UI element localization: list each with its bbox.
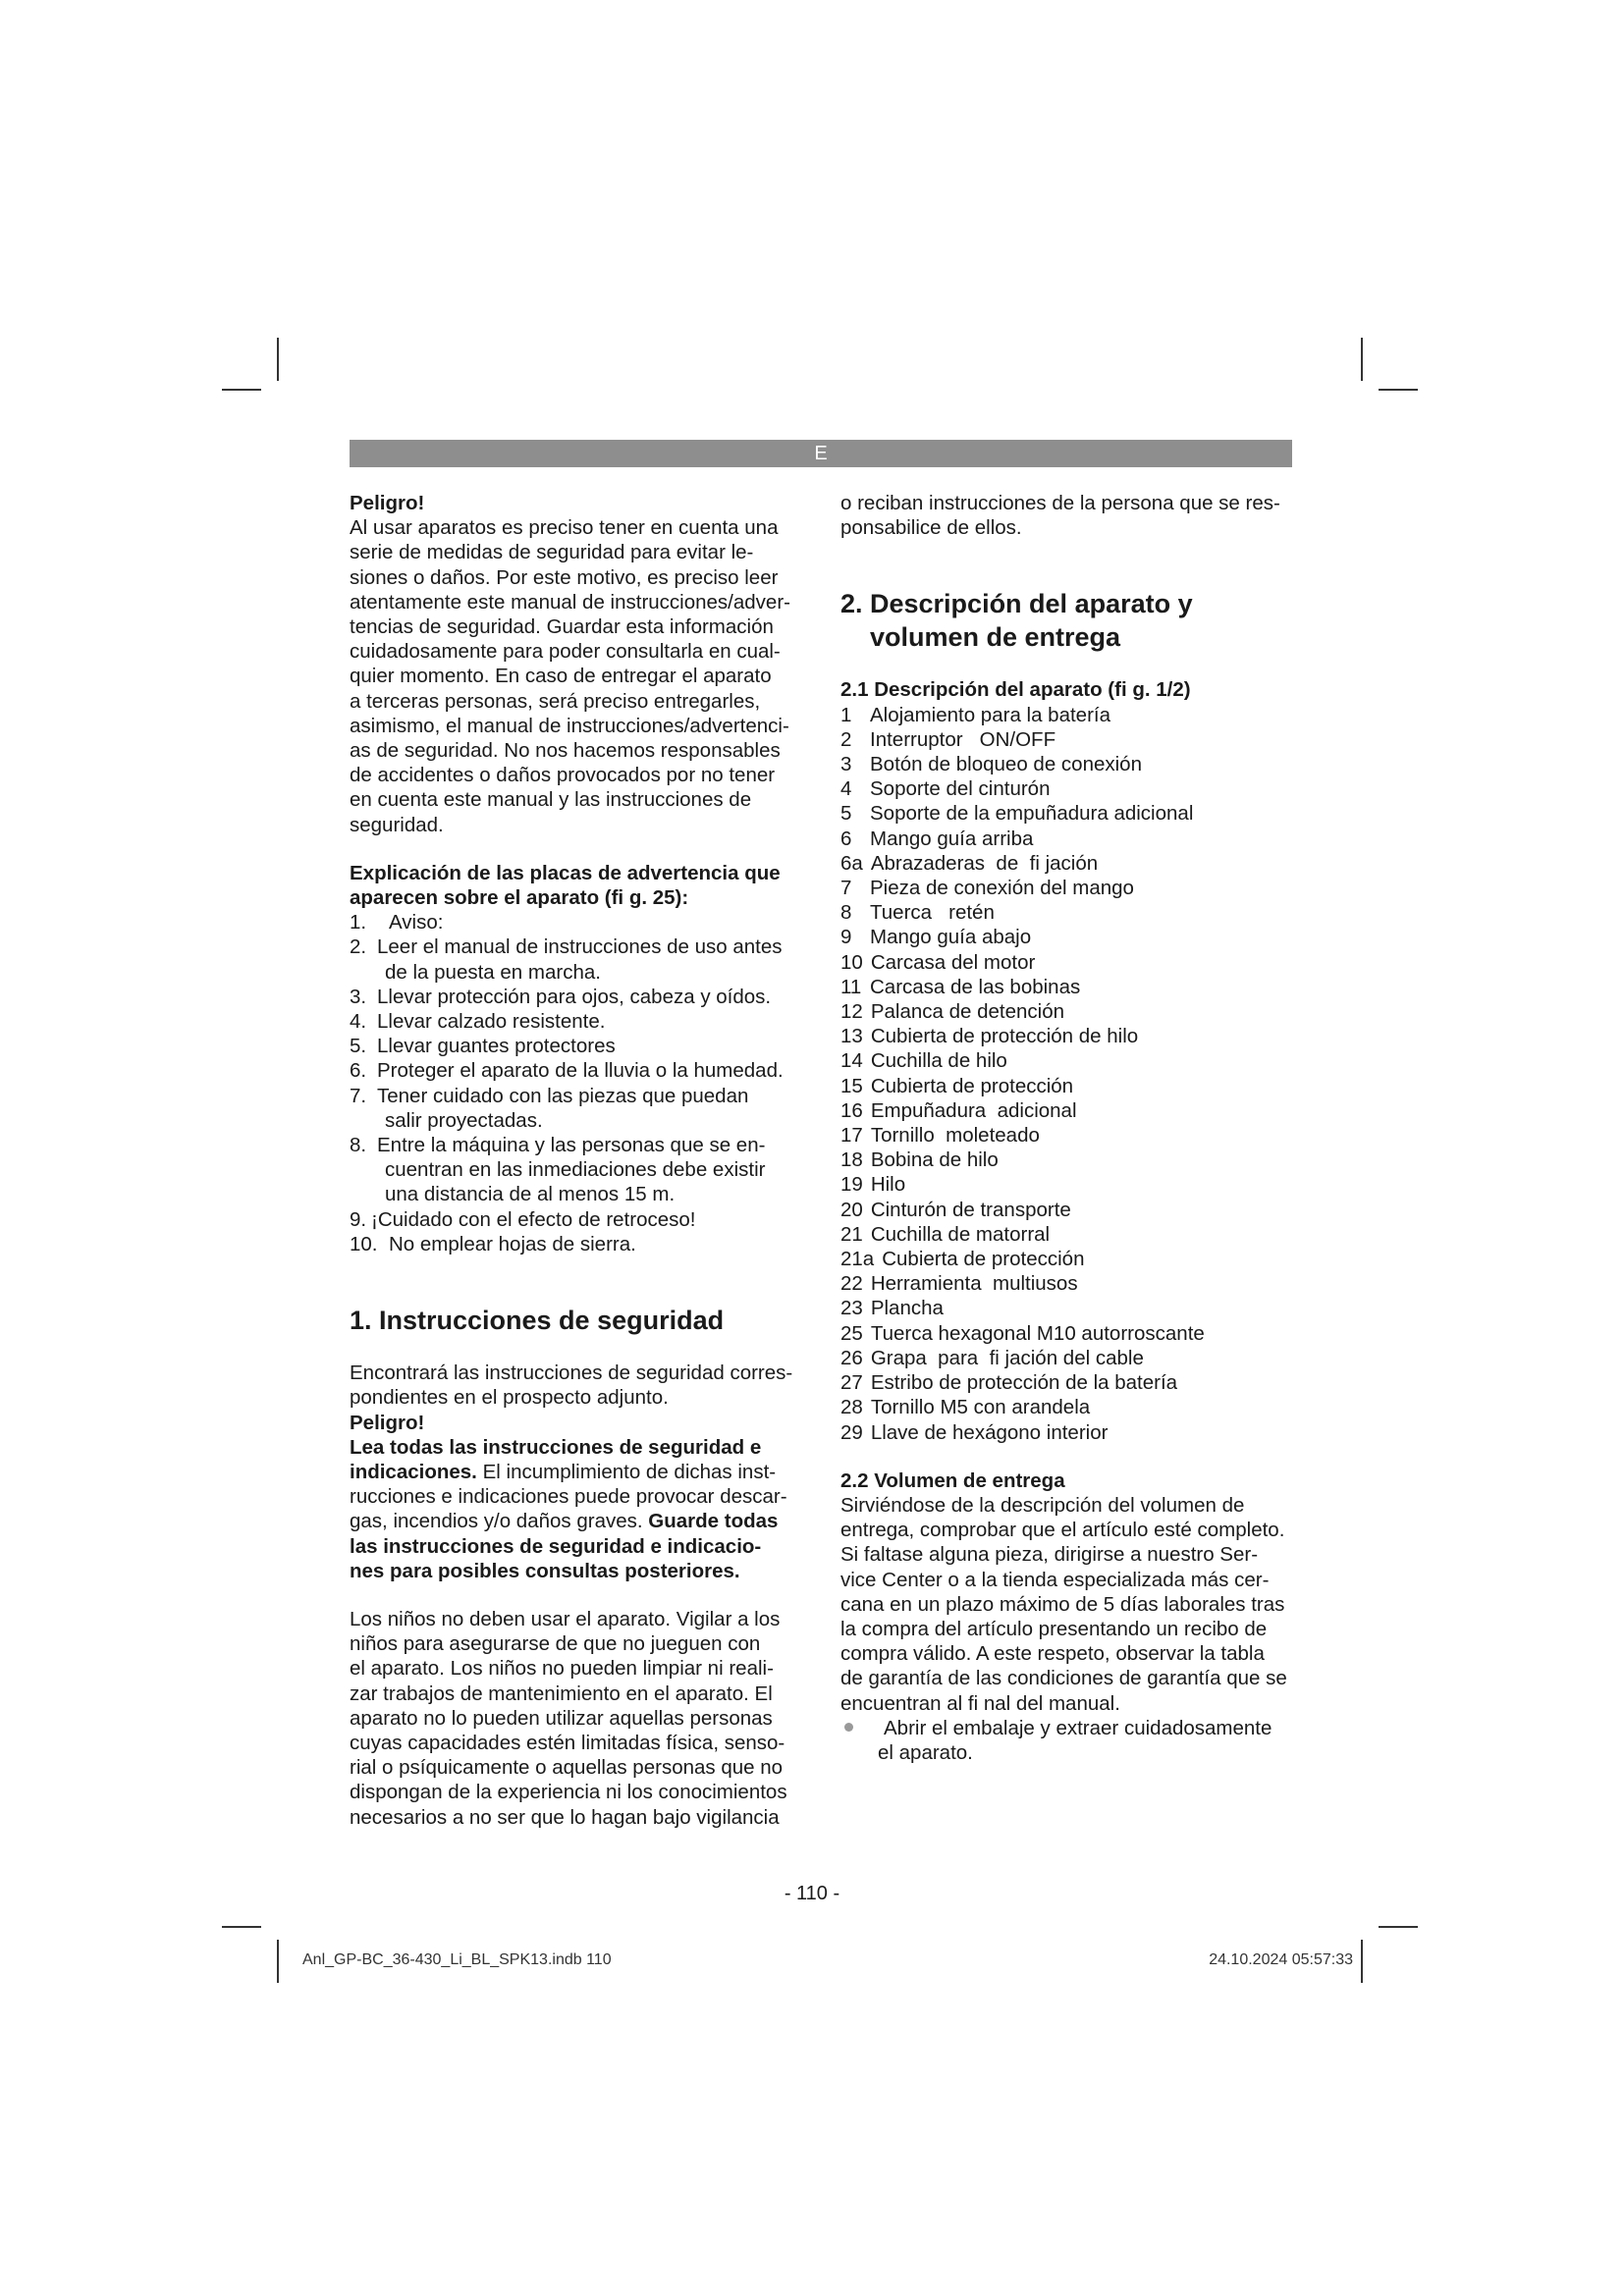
part-number: 27 (840, 1371, 863, 1395)
text-line: Encontrará las instrucciones de seguridad corres- (350, 1362, 793, 1385)
part-number: 23 (840, 1297, 863, 1320)
part-number: 21a (840, 1248, 875, 1271)
part-item (840, 752, 1302, 776)
list-item: 9. ¡Cuidado con el efecto de retroceso! (350, 1207, 696, 1231)
list-item: 5. Llevar guantes protectores (350, 1035, 616, 1058)
part-number: 28 (840, 1396, 863, 1419)
part-number: 6 (840, 827, 852, 850)
part-label: Tornillo moleteado (870, 1124, 1040, 1148)
text-line: quier momento. En caso de entregar el aparato (350, 665, 772, 688)
list-item: 7. Tener cuidado con las piezas que puedan salir proyectadas. (350, 1084, 749, 1132)
part-number: 15 (840, 1074, 863, 1097)
part-number: 6a (840, 851, 863, 875)
part-item (840, 776, 1302, 801)
part-label: Cubierta de protección (870, 1074, 1074, 1097)
crop-mark (1361, 338, 1363, 381)
part-label: Abrazaderas de fi jación (870, 851, 1099, 875)
part-label: Alojamiento para la batería (870, 703, 1111, 726)
part-item (840, 950, 1302, 975)
list-item: 3. Llevar protección para ojos, cabeza y oídos. (350, 985, 772, 1008)
part-item (840, 1074, 1302, 1098)
part-number: 20 (840, 1198, 863, 1221)
list-item: 8. Entre la máquina y las personas que se en- cuentran en las inmediaciones debe existir una distancia de al menos 15 m. (350, 1134, 766, 1206)
part-label: Cuchilla de matorral (870, 1222, 1051, 1246)
delivery-paragraph (840, 1493, 1302, 1716)
crop-mark (222, 1926, 261, 1928)
part-item (840, 1420, 1302, 1445)
text-line: siones o daños. Por este motivo, es preciso leer (350, 565, 779, 589)
delivery-scope-heading: 2.2 Volumen de entrega (840, 1468, 1065, 1492)
part-number: 21 (840, 1222, 863, 1246)
part-item (840, 801, 1302, 826)
footer-file-name: Anl_GP-BC_36-430_Li_BL_SPK13.indb 110 (302, 1951, 612, 1968)
list-item: 2. Leer el manual de instrucciones de uso antes de la puesta en marcha. (350, 935, 783, 984)
part-label: Llave de hexágono interior (870, 1420, 1109, 1444)
part-item (840, 1024, 1302, 1048)
part-number: 16 (840, 1098, 863, 1122)
part-label: Cubierta de protección de hilo (870, 1025, 1139, 1048)
danger-title: Peligro! (350, 492, 425, 514)
part-number: 9 (840, 926, 852, 949)
part-number: 12 (840, 1000, 863, 1024)
part-item (840, 1048, 1302, 1073)
part-label: Tuerca hexagonal M10 autorroscante (870, 1321, 1205, 1345)
text-line: Explicación de las placas de advertencia que (350, 861, 781, 884)
text-line: de garantía de las condiciones de garantía que se (840, 1667, 1287, 1690)
section-1-heading: 1. Instrucciones de seguridad (350, 1306, 725, 1336)
text-line: asimismo, el manual de instrucciones/advertenci- (350, 714, 789, 737)
part-item (840, 975, 1302, 999)
part-label: Tuerca retén (870, 901, 995, 925)
text-line: necesarios a no ser que lo hagan bajo vigilancia (350, 1805, 780, 1829)
part-item (840, 876, 1302, 900)
part-item (840, 703, 1302, 727)
crop-mark (1361, 1940, 1363, 1983)
text-line: compra válido. A este respeto, observar la tabla (840, 1642, 1265, 1666)
list-item: 6. Proteger el aparato de la lluvia o la humedad. (350, 1059, 784, 1083)
text-line: el aparato. Los niños no pueden limpiar ni reali- (350, 1657, 774, 1681)
part-number: 17 (840, 1124, 863, 1148)
part-item (840, 1222, 1302, 1247)
part-item (840, 727, 1302, 752)
part-number: 22 (840, 1272, 863, 1296)
part-item (840, 1148, 1302, 1172)
part-item (840, 1172, 1302, 1197)
part-number: 13 (840, 1025, 863, 1048)
part-label: Pieza de conexión del mango (870, 877, 1134, 900)
text-line: aparecen sobre el aparato (fi g. 25): (350, 886, 689, 910)
part-number: 8 (840, 901, 852, 925)
part-item (840, 1370, 1302, 1395)
text-line: o reciban instrucciones de la persona que se res- (840, 492, 1280, 514)
part-label: Tornillo M5 con arandela (870, 1396, 1091, 1419)
part-number: 4 (840, 777, 852, 801)
part-item (840, 1395, 1302, 1419)
children-paragraph (350, 1607, 811, 1830)
part-number: 1 (840, 703, 852, 726)
footer-timestamp: 24.10.2024 05:57:33 (1209, 1951, 1353, 1968)
text-line: vice Center o a la tienda especializada más cer- (840, 1568, 1270, 1591)
part-number: 3 (840, 753, 852, 776)
right-column (840, 491, 1302, 1765)
text-line: la compra del artículo presentando un recibo de (840, 1617, 1268, 1640)
text-line: serie de medidas de seguridad para evitar le- (350, 541, 754, 564)
continuation-paragraph (840, 491, 1302, 540)
part-number: 10 (840, 950, 863, 974)
parts-description-heading: 2.1 Descripción del aparato (fi g. 1/2) (840, 678, 1191, 702)
part-number: 18 (840, 1148, 863, 1172)
warning-paragraph: Lea todas las instrucciones de seguridad e indicaciones. El incumplimiento de dichas inst- rucciones e indicaciones puede provocar descar- gas, incendios y/o daños graves. Guarde todas las instrucciones de seguridad e indicacio- nes para posibles consultas posteriores. (350, 1435, 787, 1582)
part-item (840, 900, 1302, 925)
text-line: niños para asegurarse de que no jueguen con (350, 1632, 761, 1656)
text-line: de accidentes o daños provocados por no tener (350, 764, 776, 787)
part-label: Cinturón de transporte (870, 1198, 1071, 1221)
part-item (840, 1123, 1302, 1148)
part-label: Mango guía abajo (870, 926, 1032, 949)
text-line: en cuenta este manual y las instrucciones de (350, 788, 752, 812)
section-1-intro (350, 1361, 811, 1410)
text-line: Los niños no deben usar el aparato. Vigilar a los (350, 1607, 781, 1630)
text-line: as de seguridad. No nos hacemos responsables (350, 739, 781, 763)
part-item (840, 1247, 1302, 1271)
section-2-heading: 2. Descripción del aparato y volumen de entrega (840, 589, 1193, 653)
text-line: atentamente este manual de instrucciones/adver- (350, 590, 790, 614)
part-number: 26 (840, 1346, 863, 1369)
part-number: 25 (840, 1321, 863, 1345)
crop-mark (1379, 1926, 1418, 1928)
part-label: Grapa para fi jación del cable (870, 1346, 1144, 1369)
bullet-item: Abrir el embalaje y extraer cuidadosamente el aparato. (840, 1716, 1302, 1765)
part-label: Hilo (870, 1173, 906, 1197)
parts-list (840, 703, 1302, 1445)
part-item (840, 1198, 1302, 1222)
text-line: cuidadosamente para poder consultarla en cual- (350, 640, 781, 664)
part-label: Plancha (870, 1297, 944, 1320)
text-line: rial o psíquicamente o aquellas personas que no (350, 1756, 784, 1780)
part-item (840, 1296, 1302, 1320)
crop-mark (277, 1940, 279, 1983)
part-label: Mango guía arriba (870, 827, 1034, 850)
part-label: Soporte de la empuñadura adicional (870, 802, 1194, 826)
warning-plates-heading (350, 861, 811, 910)
text-line: dispongan de la experiencia ni los conocimientos (350, 1781, 787, 1804)
part-label: Herramienta multiusos (870, 1272, 1078, 1296)
part-number: 5 (840, 802, 852, 826)
text-line: zar trabajos de mantenimiento en el aparato. El (350, 1682, 773, 1705)
text-line: cana en un plazo máximo de 5 días laborales tras (840, 1592, 1285, 1616)
part-number: 11 (840, 975, 862, 998)
text-line: tencias de seguridad. Guardar esta información (350, 615, 774, 639)
part-number: 7 (840, 877, 852, 900)
danger-paragraph (350, 515, 811, 837)
part-label: Soporte del cinturón (870, 777, 1051, 801)
text-line: encuentran al fi nal del manual. (840, 1691, 1120, 1715)
language-header-bar (350, 440, 1292, 467)
list-item: 10. No emplear hojas de sierra. (350, 1232, 636, 1255)
text-line: Si faltase alguna pieza, dirigirse a nuestro Ser- (840, 1543, 1259, 1567)
part-item (840, 1321, 1302, 1346)
part-label: Carcasa de las bobinas (870, 975, 1081, 998)
part-item (840, 827, 1302, 851)
part-item (840, 925, 1302, 949)
danger-title: Peligro! (350, 1411, 425, 1434)
part-label: Botón de bloqueo de conexión (870, 753, 1142, 776)
text-line: cuyas capacidades estén limitadas física, senso- (350, 1731, 785, 1754)
part-label: Interruptor ON/OFF (870, 727, 1056, 751)
warning-plates-list (350, 910, 811, 1256)
text-line: aparato no lo pueden utilizar aquellas personas (350, 1706, 773, 1730)
text-line: seguridad. (350, 813, 444, 836)
list-item: 1. Aviso: (350, 911, 444, 934)
part-label: Cuchilla de hilo (870, 1049, 1007, 1073)
part-item (840, 999, 1302, 1024)
text-line: Sirviéndose de la descripción del volumen de (840, 1493, 1245, 1517)
page-number: - 110 - (784, 1883, 840, 1904)
crop-mark (1379, 389, 1418, 391)
part-number: 14 (840, 1049, 863, 1073)
part-label: Palanca de detención (870, 1000, 1064, 1024)
part-item (840, 1098, 1302, 1123)
part-label: Estribo de protección de la batería (870, 1371, 1178, 1395)
part-label: Bobina de hilo (870, 1148, 999, 1172)
part-label: Carcasa del motor (870, 950, 1036, 974)
crop-mark (222, 389, 261, 391)
list-item: 4. Llevar calzado resistente. (350, 1010, 606, 1034)
part-label: Empuñadura adicional (870, 1098, 1077, 1122)
text-line: entrega, comprobar que el artículo esté completo. (840, 1519, 1285, 1542)
bullet-icon (844, 1723, 853, 1732)
text-line: ponsabilice de ellos. (840, 516, 1022, 540)
language-code: E (814, 443, 828, 464)
part-item (840, 1271, 1302, 1296)
crop-mark (277, 338, 279, 381)
text-line: pondientes en el prospecto adjunto. (350, 1386, 669, 1410)
part-number: 2 (840, 727, 852, 751)
part-number: 19 (840, 1173, 863, 1197)
text-line: a terceras personas, será preciso entregarles, (350, 689, 761, 713)
part-item (840, 1346, 1302, 1370)
left-column (350, 491, 811, 1830)
text-line: Al usar aparatos es preciso tener en cuenta una (350, 516, 779, 540)
part-item (840, 851, 1302, 876)
part-number: 29 (840, 1420, 863, 1444)
part-label: Cubierta de protección (882, 1248, 1085, 1271)
